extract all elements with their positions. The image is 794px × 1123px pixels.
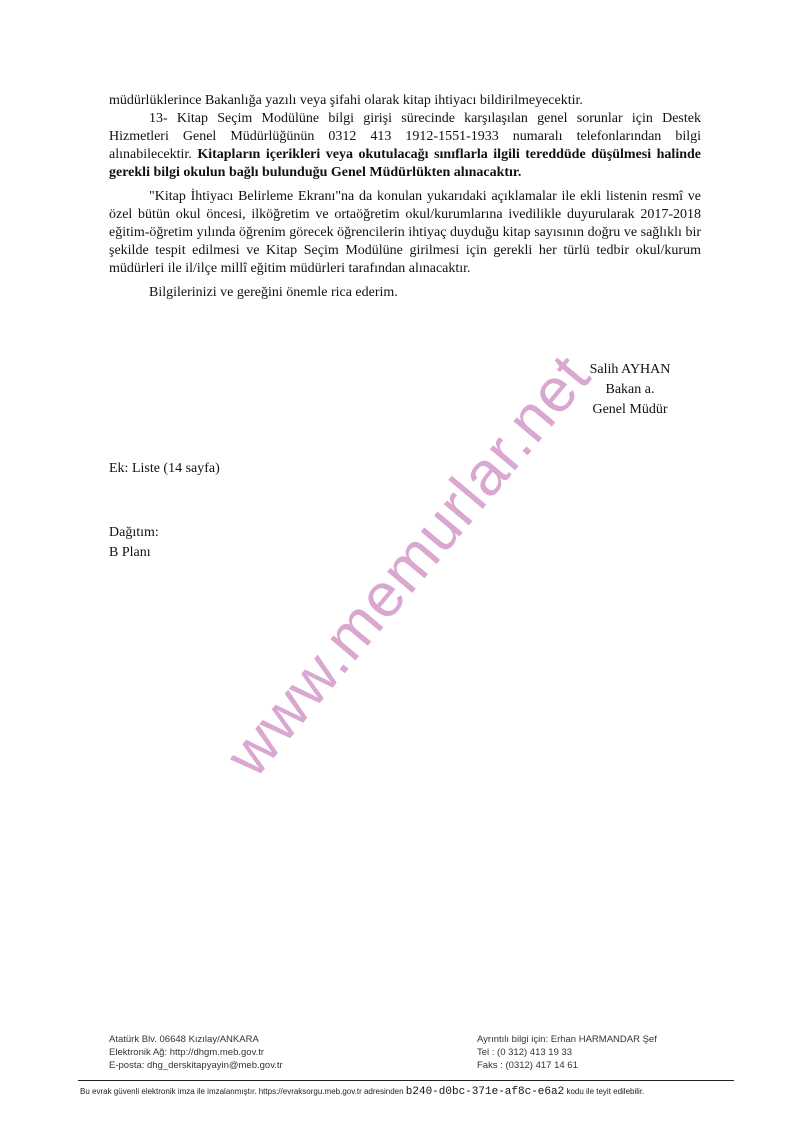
distribution-label: Dağıtım: <box>109 525 159 540</box>
signatory-name: Salih AYHAN <box>589 362 671 377</box>
footer-address: Atatürk Blv. 06648 Kızılay/ANKARA <box>109 1034 259 1045</box>
footer-web: Elektronik Ağ: http://dhgm.meb.gov.tr <box>109 1047 265 1058</box>
verification-code: b240-d0bc-371e-af8c-e6a2 <box>405 1086 565 1098</box>
distribution-item: B Planı <box>109 545 151 560</box>
footer-contact-right <box>477 1033 657 1072</box>
verification-prefix: Bu evrak güvenli elektronik imza ile imzalanmıştır. https://evraksorgu.meb.gov.tr adresinden <box>80 1087 406 1096</box>
footer-divider <box>78 1080 734 1081</box>
paragraph-2-text: 13- Kitap Seçim Modülüne bilgi girişi sürecinde karşılaşılan genel sorunlar için Destek Hizmetleri Genel Müdürlüğünün 0312 413 1912-1551-1933 numaralı telefonlarından bilgi alınabilecektir. <box>109 111 701 162</box>
footer-fax: Faks : (0312) 417 14 61 <box>477 1060 578 1071</box>
paragraph-2-bold-text: Kitapların içerikleri veya okutulacağı sınıflarla ilgili tereddüde düşülmesi halinde gerekli bilgi okulun bağlı bulunduğu Genel Müdürlükten alınacaktır. <box>109 147 702 180</box>
footer-info: Ayrıntılı bilgi için: Erhan HARMANDAR Şef <box>477 1034 657 1045</box>
distribution-block <box>109 523 159 563</box>
verification-suffix: kodu ile teyit edilebilir. <box>564 1087 645 1096</box>
paragraph-2 <box>109 110 701 182</box>
verification-line <box>80 1086 740 1098</box>
signatory-title-1: Bakan a. <box>605 382 655 397</box>
footer-email: E-posta: dhg_derskitapyayin@meb.gov.tr <box>109 1060 283 1071</box>
closing-paragraph: Bilgilerinizi ve gereğini önemle rica ederim. <box>149 285 398 300</box>
watermark: www.memurlar.net <box>212 341 604 790</box>
footer-contact-left <box>109 1033 283 1072</box>
attachment-note: Ek: Liste (14 sayfa) <box>109 461 220 476</box>
footer-tel: Tel : (0 312) 413 19 33 <box>477 1047 573 1058</box>
paragraph-3: "Kitap İhtiyacı Belirleme Ekranı"na da konulan yukarıdaki açıklamalar ile ekli listenin resmî ve özel bütün okul öncesi, ilköğretim ve ortaöğretim okul/kurumlarına ivedilikle duyurularak 2017-2018 eğitim-öğretim yılında öğrenim görecek öğrencilerin ihtiyaç duyduğu kitap sayısının doğru ve sağlıklı bir şekilde tespit edilmesi ve Kitap Seçim Modülüne girilmesi için gerekli her türlü tedbir okul/kurum müdürleri ile il/ilçe millî eğitim müdürleri tarafından alınacaktır. <box>109 189 701 276</box>
signatory-title-2: Genel Müdür <box>592 402 668 417</box>
letter-body <box>109 92 701 302</box>
signature-block <box>560 360 700 420</box>
paragraph-1: müdürlüklerince Bakanlığa yazılı veya şifahi olarak kitap ihtiyacı bildirilmeyecektir. <box>109 93 583 108</box>
